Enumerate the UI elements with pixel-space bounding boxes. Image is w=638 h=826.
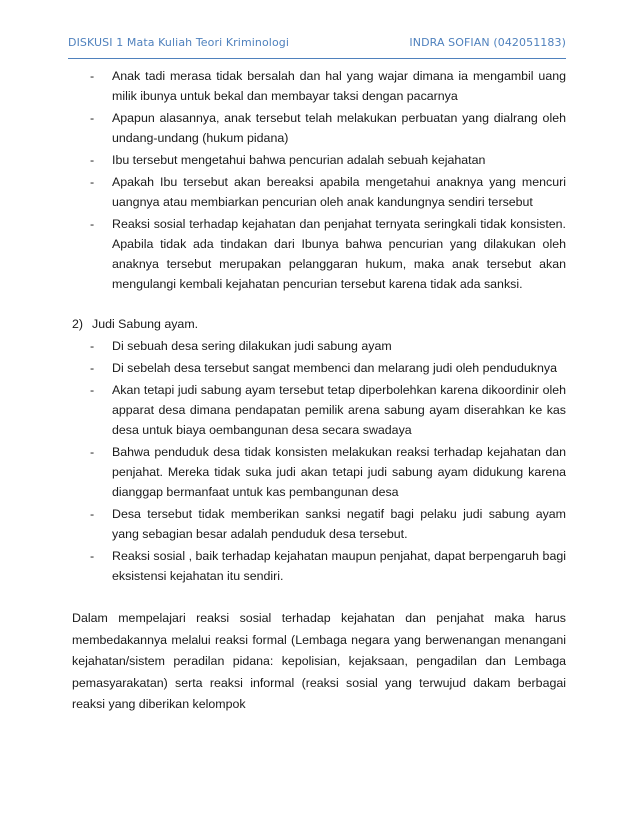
bullet-dash: - xyxy=(90,153,95,167)
bullet-dash: - xyxy=(90,361,95,375)
page-header xyxy=(68,36,566,59)
list-item-text: Apakah Ibu tersebut akan bereaksi apabila mengetahui anaknya yang mencuri uangnya atau membiarkan pencurian oleh anak kandungnya sendiri tersebut xyxy=(112,175,566,209)
bullet-dash: - xyxy=(90,549,95,563)
list-item-text: Bahwa penduduk desa tidak konsisten melakukan reaksi terhadap kejahatan dan penjahat. Mereka tidak suka judi akan tetapi judi sabung ayam didukung karena dianggap bermanfaat untuk kas pembangunan desa xyxy=(112,445,566,499)
list-item xyxy=(72,172,566,212)
list-item-text: Ibu tersebut mengetahui bahwa pencurian adalah sebuah kejahatan xyxy=(112,153,486,167)
document-body xyxy=(72,66,566,728)
list-item-text: Apapun alasannya, anak tersebut telah melakukan perbuatan yang dialrang oleh undang-undang (hukum pidana) xyxy=(112,111,566,145)
section-number: 2) xyxy=(72,317,84,331)
list-item xyxy=(72,380,566,440)
list-item-text: Akan tetapi judi sabung ayam tersebut tetap diperbolehkan karena dikoordinir oleh apparat desa dimana pendapatan pemilik arena sabung ayam diserahkan ke kas desa untuk biaya oembangunan desa secara swadaya xyxy=(112,383,566,437)
list-item xyxy=(72,504,566,544)
bullet-dash: - xyxy=(90,445,95,459)
list-item-text: Reaksi sosial terhadap kejahatan dan penjahat ternyata seringkali tidak konsisten. Apabila tidak ada tindakan dari Ibunya bahwa pencurian yang dilakukan oleh anaknya tersebut merupakan pelanggaran hukum, maka anak tersebut akan mengulangi kembali kejahatan pencurian tersebut karena tidak ada sanksi. xyxy=(112,217,566,291)
bullet-dash: - xyxy=(90,69,95,83)
bullet-dash: - xyxy=(90,339,95,353)
bullet-list-1 xyxy=(72,66,566,294)
list-item xyxy=(72,150,566,170)
section-title: Judi Sabung ayam. xyxy=(92,317,199,331)
list-item xyxy=(72,442,566,502)
header-course-title: DISKUSI 1 Mata Kuliah Teori Kriminologi xyxy=(68,36,290,49)
list-item-text: Reaksi sosial , baik terhadap kejahatan maupun penjahat, dapat berpengaruh bagi eksistensi kejahatan itu sendiri. xyxy=(112,549,566,583)
list-item-text: Desa tersebut tidak memberikan sanksi negatif bagi pelaku judi sabung ayam yang sebagian besar adalah penduduk desa tersebut. xyxy=(112,507,566,541)
list-item xyxy=(72,336,566,356)
bullet-dash: - xyxy=(90,175,95,189)
list-item xyxy=(72,358,566,378)
bullet-list-2 xyxy=(72,336,566,586)
list-item xyxy=(72,66,566,106)
header-author: INDRA SOFIAN (042051183) xyxy=(409,36,566,49)
list-item xyxy=(72,108,566,148)
list-item-text: Di sebuah desa sering dilakukan judi sabung ayam xyxy=(112,339,392,353)
body-paragraph: Dalam mempelajari reaksi sosial terhadap kejahatan dan penjahat maka harus membedakannya melalui reaksi formal (Lembaga negara yang berwenangan menangani kejahatan/sistem peradilan pidana: kepolisian, kejaksaan, pengadilan dan Lembaga pemasyarakatan) serta reaksi informal (reaksi sosial yang terwujud dakam berbagai reaksi yang diberikan kelompok xyxy=(72,611,566,712)
bullet-dash: - xyxy=(90,383,95,397)
list-item xyxy=(72,546,566,586)
bullet-dash: - xyxy=(90,217,95,231)
list-item-text: Di sebelah desa tersebut sangat membenci dan melarang judi oleh penduduknya xyxy=(112,361,557,375)
list-item xyxy=(72,214,566,294)
section-heading xyxy=(72,314,566,334)
bullet-dash: - xyxy=(90,507,95,521)
list-item-text: Anak tadi merasa tidak bersalah dan hal yang wajar dimana ia mengambil uang milik ibunya untuk bekal dan membayar taksi dengan pacarnya xyxy=(112,69,566,103)
bullet-dash: - xyxy=(90,111,95,125)
